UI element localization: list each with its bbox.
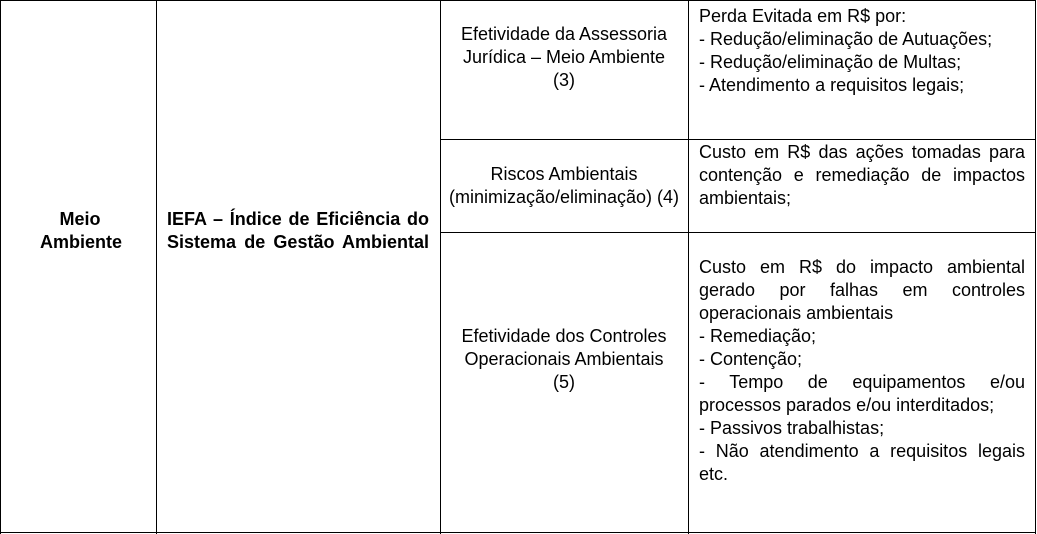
description-item: - Não atendimento a requisitos legais etc. xyxy=(699,441,1025,484)
indicator-label: IEFA – Índice de Eficiência do Sistema de Gestão Ambiental xyxy=(167,209,429,252)
row-divider-2 xyxy=(440,232,1036,233)
description-intro: Perda Evitada em R$ por: xyxy=(699,6,907,26)
description-intro: Custo em R$ das ações tomadas para contenção e remediação de impactos ambientais; xyxy=(699,142,1025,208)
description-cell xyxy=(699,141,1025,210)
description-cell xyxy=(699,256,1025,486)
column-divider-2 xyxy=(440,0,441,534)
table-border-bottom xyxy=(0,532,1036,533)
description-item: - Contenção; xyxy=(699,349,803,369)
description-intro: Custo em R$ do impacto ambiental gerado por falhas em controles operacionais ambientais xyxy=(699,257,1025,323)
subindicator-cell: Efetividade dos Controles Operacionais Ambientais (5) xyxy=(461,326,667,392)
description-item: - Redução/eliminação de Multas; xyxy=(699,52,962,72)
table-border-left xyxy=(0,0,1,534)
description-item: - Passivos trabalhistas; xyxy=(699,418,885,438)
description-item: - Remediação; xyxy=(699,326,817,346)
description-item: - Redução/eliminação de Autuações; xyxy=(699,29,993,49)
column-divider-1 xyxy=(156,0,157,534)
table-border-top xyxy=(0,0,1036,1)
subindicator-cell: Efetividade da Assessoria Jurídica – Meio Ambiente (3) xyxy=(460,24,668,90)
description-item: - Tempo de equipamentos e/ou processos parados e/ou interditados; xyxy=(699,372,1025,415)
area-label: Meio Ambiente xyxy=(40,209,123,252)
row-divider-1 xyxy=(440,139,1036,140)
column-divider-3 xyxy=(688,0,689,534)
subindicator-cell: Riscos Ambientais (minimização/eliminação) (4) xyxy=(448,164,680,207)
table-border-right xyxy=(1035,0,1036,534)
description-item: - Atendimento a requisitos legais; xyxy=(699,75,965,95)
description-cell xyxy=(699,5,1025,97)
